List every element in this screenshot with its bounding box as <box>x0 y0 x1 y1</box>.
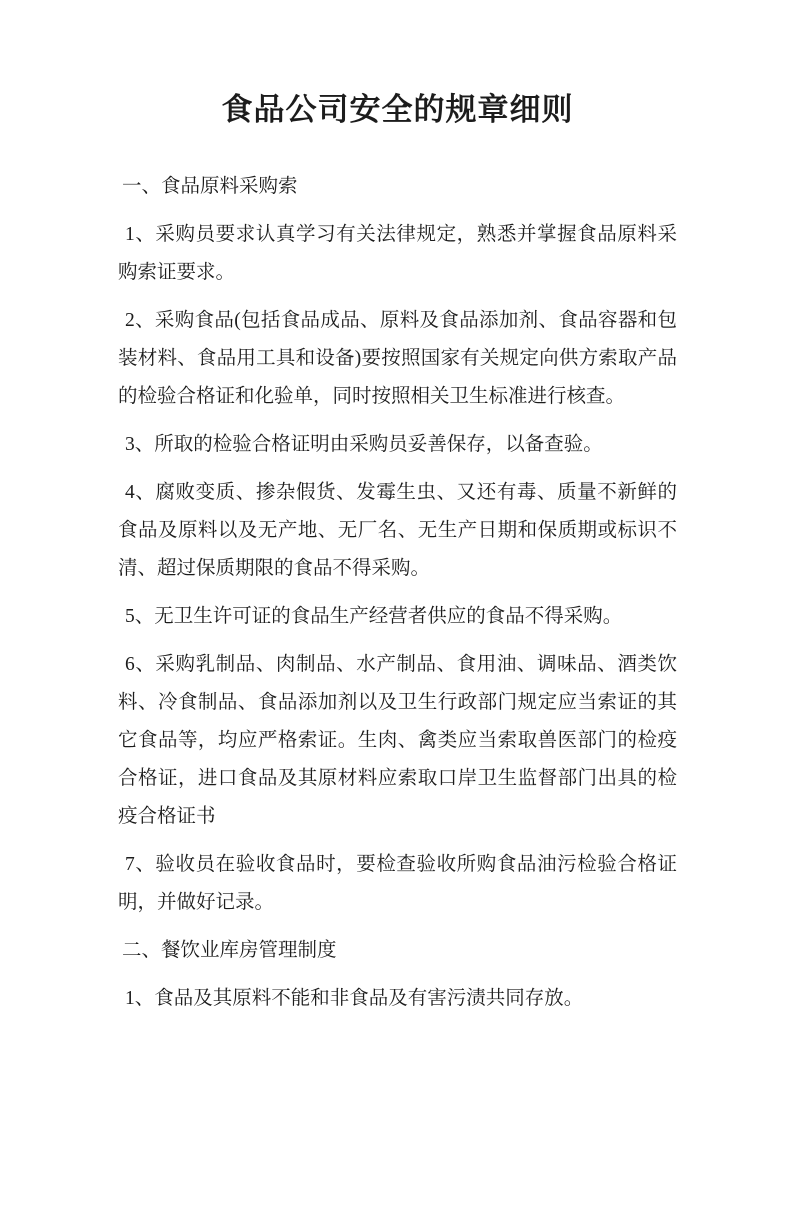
section-1-rule-6: 6、采购乳制品、肉制品、水产制品、食用油、调味品、酒类饮料、冷食制品、食品添加剂以及卫生行政部门规定应当索证的其它食品等，均应严格索证。生肉、禽类应当索取兽医部门的检疫合格证，进口食品及其原材料应索取口岸卫生监督部门出具的检疫合格证书 <box>118 654 677 827</box>
section-2-heading: 二、餐饮业库房管理制度 <box>122 940 337 961</box>
section-1-rule-2: 2、采购食品(包括食品成品、原料及食品添加剂、食品容器和包装材料、食品用工具和设备)要按照国家有关规定向供方索取产品的检验合格证和化验单，同时按照相关卫生标准进行核查。 <box>118 310 677 407</box>
section-1-heading: 一、食品原料采购索 <box>122 176 298 197</box>
section-1-rule-5: 5、无卫生许可证的食品生产经营者供应的食品不得采购。 <box>125 606 623 627</box>
section-1-rule-1: 1、采购员要求认真学习有关法律规定，熟悉并掌握食品原料采购索证要求。 <box>118 224 677 283</box>
section-1-rule-3: 3、所取的检验合格证明由采购员妥善保存，以备查验。 <box>125 434 603 455</box>
section-1-rule-4: 4、腐败变质、掺杂假货、发霉生虫、又还有毒、质量不新鲜的食品及原料以及无产地、无厂名、无生产日期和保质期或标识不清、超过保质期限的食品不得采购。 <box>118 482 677 579</box>
document-page <box>0 88 793 1210</box>
document-title: 食品公司安全的规章细则 <box>221 92 574 127</box>
section-2-rule-1: 1、食品及其原料不能和非食品及有害污渍共同存放。 <box>125 988 584 1009</box>
section-1-rule-7: 7、验收员在验收食品时，要检查验收所购食品油污检验合格证明，并做好记录。 <box>118 854 677 913</box>
